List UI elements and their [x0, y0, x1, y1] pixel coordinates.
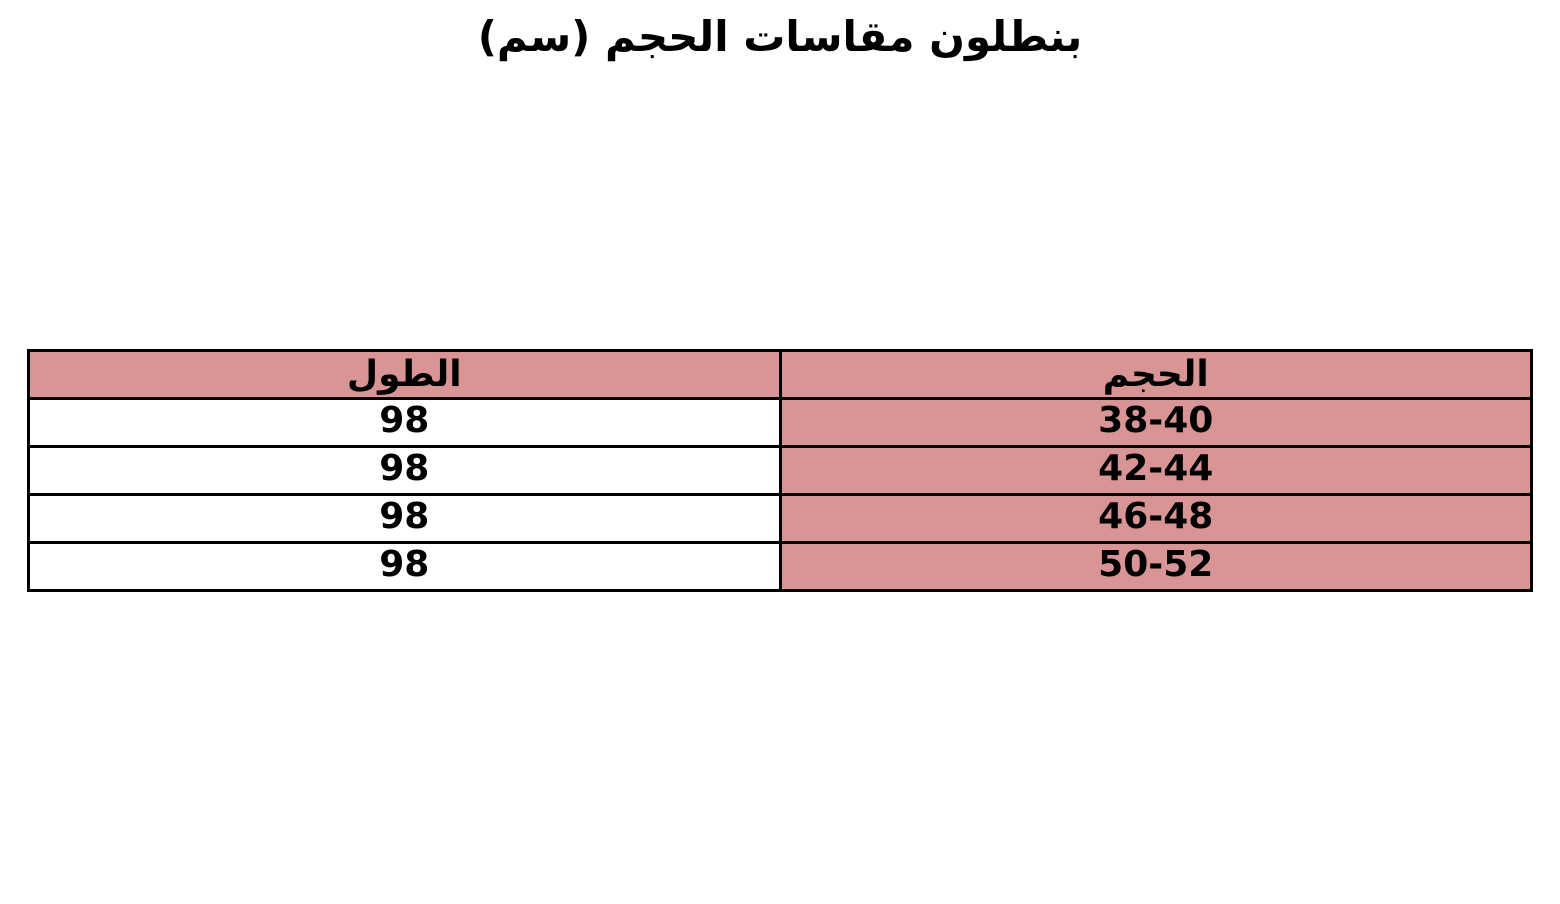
size-cell: 50-52: [780, 543, 1532, 591]
length-cell: 98: [29, 399, 781, 447]
table-row: [29, 447, 1532, 495]
length-column-header: الطول: [29, 351, 781, 399]
length-cell: 98: [29, 447, 781, 495]
size-chart-table: [27, 349, 1533, 592]
page-title: بنطلون مقاسات الحجم (سم): [477, 12, 1083, 61]
table-row: [29, 543, 1532, 591]
length-cell: 98: [29, 543, 781, 591]
size-column-header: الحجم: [780, 351, 1532, 399]
size-cell: 38-40: [780, 399, 1532, 447]
size-cell: 42-44: [780, 447, 1532, 495]
table-row: [29, 399, 1532, 447]
length-cell: 98: [29, 495, 781, 543]
table-header-row: [29, 351, 1532, 399]
size-cell: 46-48: [780, 495, 1532, 543]
table-row: [29, 495, 1532, 543]
